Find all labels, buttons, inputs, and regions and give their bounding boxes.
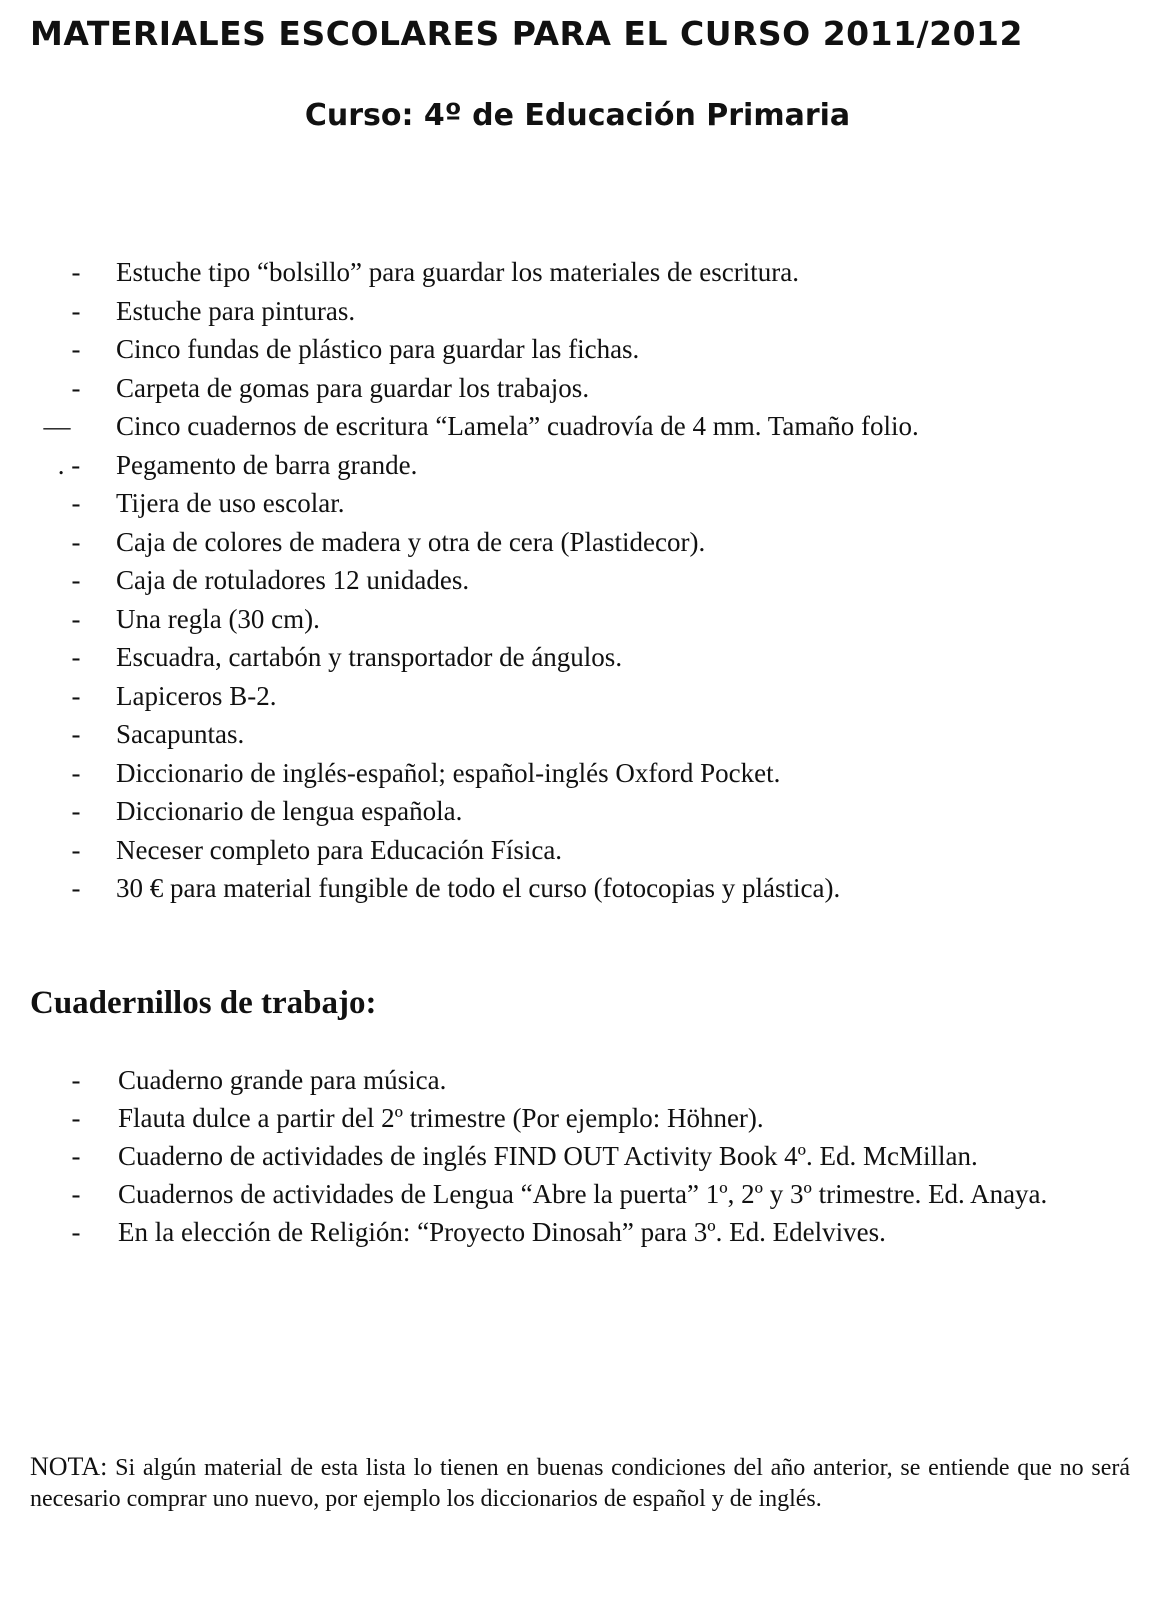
- list-item: - Escuadra, cartabón y transportador de ángulos.: [0, 638, 1151, 677]
- workbooks-heading: Cuadernillos de trabajo:: [30, 985, 377, 1021]
- list-item: - Carpeta de gomas para guardar los trabajos.: [0, 369, 1151, 408]
- material-text: Diccionario de lengua española.: [116, 796, 463, 826]
- material-text: Caja de colores de madera y otra de cera (Plastidecor).: [116, 526, 706, 557]
- material-text: Diccionario de inglés-español; español-inglés Oxford Pocket.: [116, 757, 781, 788]
- material-text: Estuche para pinturas.: [116, 295, 356, 326]
- list-item: - Lapiceros B-2.: [0, 677, 1151, 716]
- material-text: Cinco cuadernos de escritura “Lamela” cuadrovía de 4 mm. Tamaño folio.: [116, 411, 919, 441]
- note-text: Si algún material de esta lista lo tienen en buenas condiciones del año anterior, se entiende que no será necesario comprar uno nuevo, por ejemplo los diccionarios de español y de inglés.: [30, 1455, 1131, 1512]
- materials-list: [0, 253, 1151, 908]
- material-text: Estuche tipo “bolsillo” para guardar los materiales de escritura.: [116, 257, 799, 287]
- list-item: - Estuche para pinturas.: [0, 292, 1151, 331]
- list-item: - Tijera de uso escolar.: [0, 484, 1151, 523]
- workbook-text: Cuaderno grande para música.: [118, 1065, 447, 1095]
- list-item: - Caja de colores de madera y otra de cera (Plastidecor).: [0, 523, 1151, 562]
- list-item: — Cinco cuadernos de escritura “Lamela” cuadrovía de 4 mm. Tamaño folio.: [0, 407, 1151, 446]
- material-text: Una regla (30 cm).: [116, 603, 320, 634]
- material-text: Lapiceros B-2.: [116, 680, 277, 711]
- material-text: Caja de rotuladores 12 unidades.: [116, 565, 470, 595]
- material-text: Pegamento de barra grande.: [116, 449, 418, 480]
- list-item: - Cuaderno grande para música.: [0, 1062, 1151, 1099]
- list-item: - Cuaderno de actividades de inglés FIND OUT Activity Book 4º. Ed. McMillan.: [0, 1138, 1151, 1175]
- list-item: - Cinco fundas de plástico para guardar las fichas.: [0, 330, 1151, 369]
- workbook-text: Flauta dulce a partir del 2º trimestre (Por ejemplo: Höhner).: [118, 1103, 764, 1133]
- list-item: - Una regla (30 cm).: [0, 600, 1151, 639]
- list-item: - En la elección de Religión: “Proyecto Dinosah” para 3º. Ed. Edelvives.: [0, 1214, 1151, 1251]
- material-text: Sacapuntas.: [116, 719, 245, 749]
- material-text: Tijera de uso escolar.: [116, 488, 345, 518]
- workbooks-list: [0, 1062, 1151, 1252]
- material-text: 30 € para material fungible de todo el curso (fotocopias y plástica).: [116, 873, 841, 903]
- note-paragraph: [30, 1451, 1130, 1515]
- workbook-text: Cuadernos de actividades de Lengua “Abre la puerta” 1º, 2º y 3º trimestre. Ed. Anaya.: [118, 1179, 1048, 1209]
- list-item: - Sacapuntas.: [0, 715, 1151, 754]
- list-item: - 30 € para material fungible de todo el curso (fotocopias y plástica).: [0, 869, 1151, 908]
- list-item: - Caja de rotuladores 12 unidades.: [0, 561, 1151, 600]
- note-label: NOTA:: [30, 1452, 108, 1481]
- list-item: - Cuadernos de actividades de Lengua “Abre la puerta” 1º, 2º y 3º trimestre. Ed. Anaya.: [0, 1176, 1151, 1213]
- material-text: Escuadra, cartabón y transportador de ángulos.: [116, 642, 623, 672]
- list-item: . - Pegamento de barra grande.: [0, 446, 1151, 485]
- list-item: - Flauta dulce a partir del 2º trimestre (Por ejemplo: Höhner).: [0, 1100, 1151, 1137]
- workbook-text: Cuaderno de actividades de inglés FIND OUT Activity Book 4º. Ed. McMillan.: [118, 1141, 978, 1171]
- material-text: Neceser completo para Educación Física.: [116, 834, 563, 865]
- document-title: MATERIALES ESCOLARES PARA EL CURSO 2011/2012: [30, 14, 1023, 53]
- list-item: - Neceser completo para Educación Física.: [0, 831, 1151, 870]
- material-text: Cinco fundas de plástico para guardar las fichas.: [116, 334, 640, 364]
- list-item: - Diccionario de inglés-español; español-inglés Oxford Pocket.: [0, 754, 1151, 793]
- list-item: - Estuche tipo “bolsillo” para guardar los materiales de escritura.: [0, 253, 1151, 292]
- course-subtitle: Curso: 4º de Educación Primaria: [304, 98, 851, 133]
- list-item: - Diccionario de lengua española.: [0, 792, 1151, 831]
- material-text: Carpeta de gomas para guardar los trabajos.: [116, 372, 590, 403]
- workbook-text: En la elección de Religión: “Proyecto Dinosah” para 3º. Ed. Edelvives.: [118, 1217, 886, 1247]
